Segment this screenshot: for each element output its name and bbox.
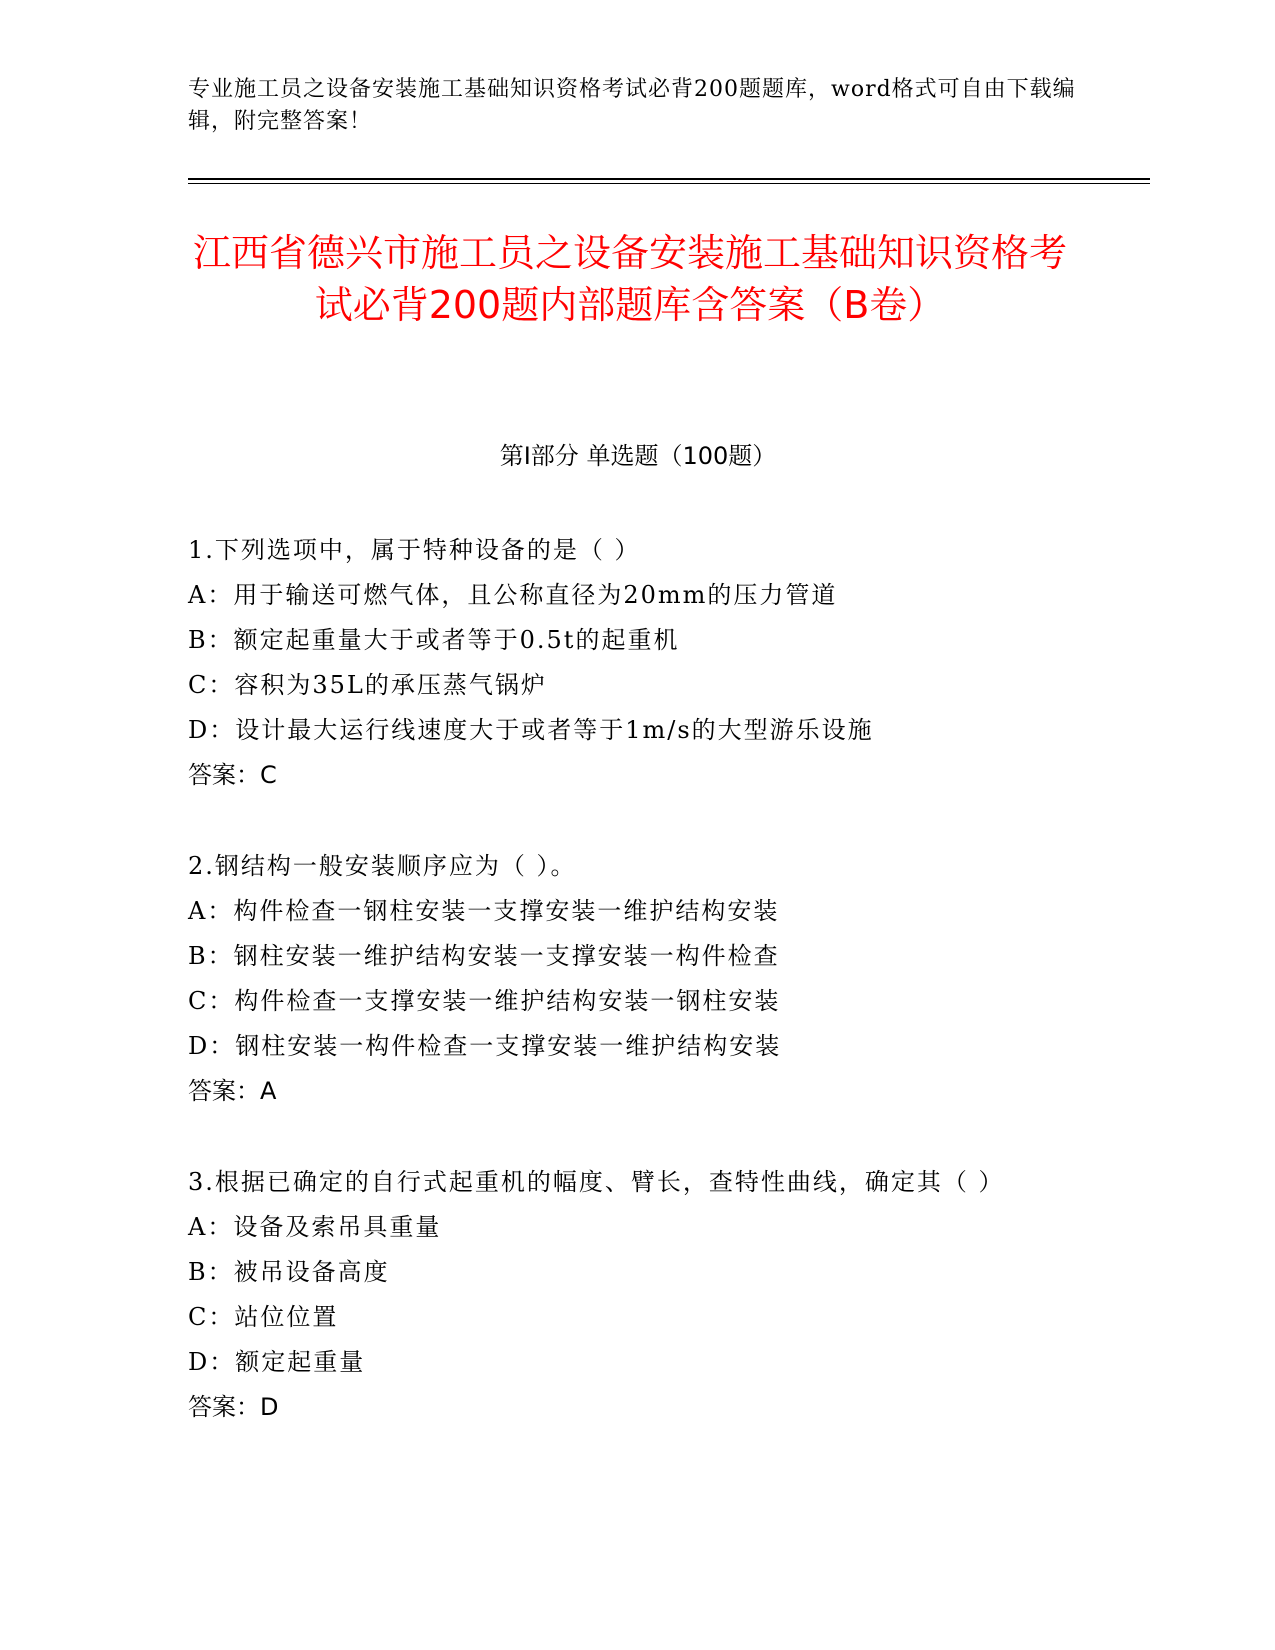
option-d: D：额定起重量 xyxy=(188,1348,366,1376)
question-stem: 1.下列选项中，属于特种设备的是（ ） xyxy=(188,536,641,564)
option-b: B：额定起重量大于或者等于0.5t的起重机 xyxy=(188,626,680,654)
option-d: D：设计最大运行线速度大于或者等于1m/s的大型游乐设施 xyxy=(188,716,874,744)
question-list xyxy=(188,528,1088,1476)
header-divider-thick xyxy=(188,178,1150,180)
document-title: 江西省德兴市施工员之设备安装施工基础知识资格考试必背200题内部题库含答案（B卷） xyxy=(192,231,1067,327)
option-c: C：站位位置 xyxy=(188,1303,339,1331)
option-c: C：容积为35L的承压蒸气锅炉 xyxy=(188,671,547,699)
option-d: D：钢柱安装一构件检查一支撑安装一维护结构安装 xyxy=(188,1032,782,1060)
question-3 xyxy=(188,1160,1088,1430)
header-note: 专业施工员之设备安装施工基础知识资格考试必背200题题库，word格式可自由下载编辑，附完整答案！ xyxy=(188,77,1076,134)
option-b: B：钢柱安装一维护结构安装一支撑安装一构件检查 xyxy=(188,942,780,970)
question-stem: 3.根据已确定的自行式起重机的幅度、臂长，查特性曲线，确定其（ ） xyxy=(188,1168,1005,1196)
answer: 答案：D xyxy=(188,1393,279,1421)
question-1 xyxy=(188,528,1088,798)
section-title: 第Ⅰ部分 单选题（100题） xyxy=(499,442,777,470)
answer: 答案：C xyxy=(188,761,277,789)
question-stem: 2.钢结构一般安装顺序应为（ ）。 xyxy=(188,852,577,880)
option-a: A：用于输送可燃气体，且公称直径为20mm的压力管道 xyxy=(188,581,838,609)
option-c: C：构件检查一支撑安装一维护结构安装一钢柱安装 xyxy=(188,987,781,1015)
header-divider-thin xyxy=(188,183,1150,184)
option-a: A：设备及索吊具重量 xyxy=(188,1213,442,1241)
option-b: B：被吊设备高度 xyxy=(188,1258,390,1286)
option-a: A：构件检查一钢柱安装一支撑安装一维护结构安装 xyxy=(188,897,780,925)
question-2 xyxy=(188,844,1088,1114)
answer: 答案：A xyxy=(188,1077,277,1105)
